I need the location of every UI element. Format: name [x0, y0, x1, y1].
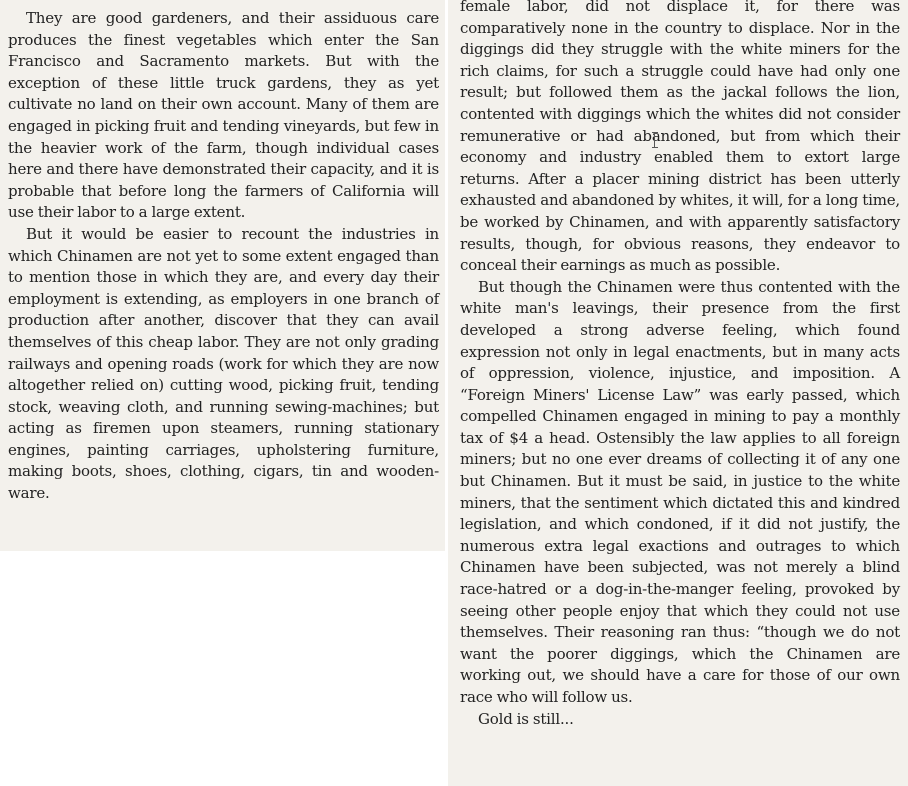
right-paragraph-3: Gold is still...: [478, 709, 574, 728]
left-paragraph-2: But it would be easier to recount the industries in which Chinamen are not yet to some extent engaged than to mention those in which they are, and every day their employment is extending, as employers in one branch of production after another, discover that they can avail themselves of this cheap labor. They are not only grading railways and opening roads (work for which they are now altogether relied on) cutting wood, picking fruit, tending stock, weaving cloth, and running sewing-machines; but acting as firemen upon steamers, running stationary engines, painting carriages, upholstering furniture, making boots, shoes, clothing, cigars, tin and wooden-ware.: [8, 224, 439, 503]
left-paragraph-1: They are good gardeners, and their assiduous care produces the finest vegetables which enter the San Francisco and Sacramento markets. But with the exception of these little truck gardens, they as yet cultivate no land on their own account. Many of them are engaged in picking fruit and tending vineyards, but few in the heavier work of the farm, though individual cases here and there have demonstrated their capacity, and it is probable that before long the farmers of California will use their labor to a large extent.: [8, 9, 439, 222]
right-paragraph-1: female labor, did not displace it, for there was comparatively none in the country to displace. Nor in the diggings did they struggle with the white miners for the rich claims, for such a struggle could have had only one result; but followed them as the jackal follows the lion, contented with diggings which the whites did not consider remunerative or had abandoned, but from which their economy and industry enabled them to extort large returns. After a placer mining district has been utterly exhausted and abandoned by whites, it will, for a long time, be worked by Chinamen, and with apparently satisfactory results, though, for obvious reasons, they endeavor to conceal their earnings as much as possible.: [460, 0, 900, 275]
text-cursor-icon: [654, 132, 661, 148]
left-column-clipping: [0, 0, 445, 551]
right-column-clipping: [448, 0, 908, 786]
right-paragraph-2: But though the Chinamen were thus contented with the white man's leavings, their presence from the first developed a strong adverse feeling, which found expression not only in legal enactments, but in many acts of oppression, violence, injustice, and imposition. A “Foreign Miners' License Law” was early passed, which compelled Chinamen engaged in mining to pay a monthly tax of $4 a head. Ostensibly the law applies to all foreign miners; but no one ever dreams of collecting it of any one but Chinamen. But it must be said, in justice to the white miners, that the sentiment which dictated this and kindred legislation, and which condoned, if it did not justify, the numerous extra legal exactions and outrages to which Chinamen have been subjected, was not merely a blind race-hatred or a dog-in-the-manger feeling, provoked by seeing other people enjoy that which they could not use themselves. Their reasoning ran thus: “though we do not want the poorer diggings, which the Chinamen are working out, we should have a care for those of our own race who will follow us.: [460, 277, 900, 706]
